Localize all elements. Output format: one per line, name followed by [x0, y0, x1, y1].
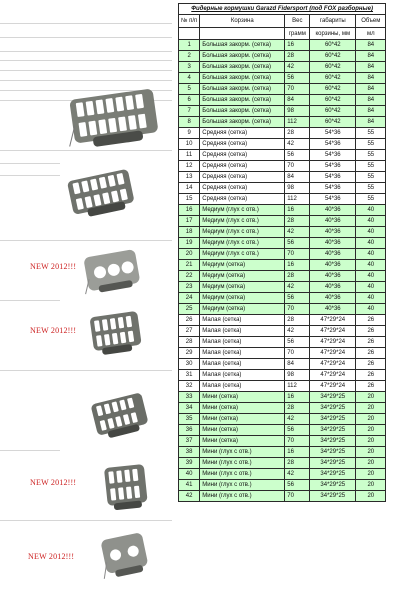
table-row [179, 183, 386, 194]
row-dims-cell: 34*29*25 [310, 447, 356, 458]
table-row [179, 315, 386, 326]
row-dims-cell: 40*36 [310, 216, 356, 227]
row-weight-cell: 112 [285, 194, 310, 205]
table-row [179, 337, 386, 348]
row-num-cell: 18 [179, 227, 200, 238]
row-weight-cell: 42 [285, 62, 310, 73]
row-volume-cell: 40 [356, 271, 386, 282]
row-weight-cell: 70 [285, 84, 310, 95]
divider [0, 240, 172, 241]
row-num-cell: 38 [179, 447, 200, 458]
row-name-cell: Медиум (сетка) [200, 304, 285, 315]
row-weight-cell: 56 [285, 73, 310, 84]
table-row [179, 216, 386, 227]
row-num-cell: 19 [179, 238, 200, 249]
row-dims-cell: 54*36 [310, 161, 356, 172]
row-volume-cell: 26 [356, 359, 386, 370]
row-volume-cell: 84 [356, 117, 386, 128]
row-name-cell: Малая (сетка) [200, 326, 285, 337]
row-volume-cell: 26 [356, 348, 386, 359]
row-volume-cell: 20 [356, 447, 386, 458]
new-2012-label: NEW 2012!!! [28, 552, 75, 561]
row-num-cell: 37 [179, 436, 200, 447]
divider [0, 450, 60, 451]
row-num-cell: 3 [179, 62, 200, 73]
row-name-cell: Средняя (сетка) [200, 161, 285, 172]
table-row [179, 62, 386, 73]
row-name-cell: Средняя (сетка) [200, 194, 285, 205]
row-dims-cell: 60*42 [310, 73, 356, 84]
row-volume-cell: 55 [356, 183, 386, 194]
row-name-cell: Большая закорм. (сетка) [200, 106, 285, 117]
row-name-cell: Большая закорм. (сетка) [200, 51, 285, 62]
row-dims-cell: 40*36 [310, 271, 356, 282]
row-dims-cell: 34*29*25 [310, 491, 356, 502]
row-weight-cell: 42 [285, 282, 310, 293]
row-num-cell: 34 [179, 403, 200, 414]
row-volume-cell: 20 [356, 414, 386, 425]
table-row [179, 392, 386, 403]
row-name-cell: Мини (глух с отв.) [200, 447, 285, 458]
row-volume-cell: 20 [356, 458, 386, 469]
row-num-cell: 28 [179, 337, 200, 348]
row-name-cell: Мини (глух с отв.) [200, 469, 285, 480]
row-weight-cell: 84 [285, 172, 310, 183]
row-weight-cell: 16 [285, 447, 310, 458]
small-mesh-feeder-image [84, 386, 156, 446]
row-volume-cell: 40 [356, 260, 386, 271]
row-name-cell: Мини (глух с отв.) [200, 458, 285, 469]
header-dims: габариты [310, 15, 356, 28]
row-name-cell: Большая закорм. (сетка) [200, 62, 285, 73]
row-name-cell: Мини (сетка) [200, 392, 285, 403]
row-volume-cell: 26 [356, 326, 386, 337]
row-weight-cell: 70 [285, 249, 310, 260]
table-row [179, 84, 386, 95]
row-volume-cell: 20 [356, 436, 386, 447]
divider [0, 300, 60, 301]
table-row [179, 249, 386, 260]
table-row [179, 117, 386, 128]
row-dims-cell: 47*29*24 [310, 315, 356, 326]
row-name-cell: Большая закорм. (сетка) [200, 40, 285, 51]
row-dims-cell: 47*29*24 [310, 348, 356, 359]
table-row [179, 425, 386, 436]
row-volume-cell: 84 [356, 106, 386, 117]
row-num-cell: 1 [179, 40, 200, 51]
header-num-cont [179, 28, 200, 40]
row-num-cell: 15 [179, 194, 200, 205]
row-num-cell: 39 [179, 458, 200, 469]
row-name-cell: Средняя (сетка) [200, 183, 285, 194]
row-num-cell: 9 [179, 128, 200, 139]
row-volume-cell: 26 [356, 337, 386, 348]
row-num-cell: 17 [179, 216, 200, 227]
row-name-cell: Большая закорм. (сетка) [200, 117, 285, 128]
table-row [179, 326, 386, 337]
table-row [179, 403, 386, 414]
row-name-cell: Малая (сетка) [200, 315, 285, 326]
row-dims-cell: 40*36 [310, 205, 356, 216]
divider [0, 70, 172, 71]
row-weight-cell: 42 [285, 469, 310, 480]
row-num-cell: 2 [179, 51, 200, 62]
row-num-cell: 21 [179, 260, 200, 271]
row-dims-cell: 54*36 [310, 183, 356, 194]
row-volume-cell: 84 [356, 95, 386, 106]
row-name-cell: Медиум (глух с отв.) [200, 205, 285, 216]
table-row [179, 150, 386, 161]
header-volume: Объем [356, 15, 386, 28]
row-volume-cell: 84 [356, 62, 386, 73]
table-row [179, 414, 386, 425]
row-name-cell: Малая (сетка) [200, 359, 285, 370]
row-name-cell: Медиум (глух с отв.) [200, 227, 285, 238]
row-weight-cell: 28 [285, 271, 310, 282]
row-name-cell: Средняя (сетка) [200, 128, 285, 139]
row-num-cell: 22 [179, 271, 200, 282]
divider [0, 60, 172, 61]
row-volume-cell: 55 [356, 172, 386, 183]
row-num-cell: 27 [179, 326, 200, 337]
row-dims-cell: 40*36 [310, 293, 356, 304]
row-weight-cell: 98 [285, 106, 310, 117]
table-row [179, 480, 386, 491]
row-dims-cell: 47*29*24 [310, 381, 356, 392]
row-num-cell: 13 [179, 172, 200, 183]
row-num-cell: 23 [179, 282, 200, 293]
row-dims-cell: 54*36 [310, 139, 356, 150]
row-dims-cell: 54*36 [310, 128, 356, 139]
row-name-cell: Мини (глух с отв.) [200, 480, 285, 491]
table-row [179, 304, 386, 315]
row-dims-cell: 34*29*25 [310, 392, 356, 403]
divider [0, 520, 172, 521]
row-volume-cell: 40 [356, 249, 386, 260]
row-name-cell: Медиум (сетка) [200, 282, 285, 293]
row-weight-cell: 28 [285, 216, 310, 227]
medium-mesh-feeder-image [58, 163, 143, 223]
row-dims-cell: 54*36 [310, 172, 356, 183]
row-weight-cell: 42 [285, 326, 310, 337]
row-dims-cell: 54*36 [310, 194, 356, 205]
row-volume-cell: 40 [356, 304, 386, 315]
row-volume-cell: 55 [356, 150, 386, 161]
table-row [179, 227, 386, 238]
row-dims-cell: 40*36 [310, 227, 356, 238]
row-name-cell: Медиум (глух с отв.) [200, 216, 285, 227]
row-num-cell: 40 [179, 469, 200, 480]
row-volume-cell: 20 [356, 480, 386, 491]
row-volume-cell: 20 [356, 425, 386, 436]
table-row [179, 491, 386, 502]
row-name-cell: Медиум (сетка) [200, 260, 285, 271]
row-volume-cell: 26 [356, 370, 386, 381]
row-dims-cell: 40*36 [310, 304, 356, 315]
feeder-spec-table [178, 3, 386, 502]
row-dims-cell: 34*29*25 [310, 458, 356, 469]
row-weight-cell: 42 [285, 139, 310, 150]
row-num-cell: 6 [179, 95, 200, 106]
table-row [179, 436, 386, 447]
row-dims-cell: 34*29*25 [310, 425, 356, 436]
table-row [179, 348, 386, 359]
row-name-cell: Малая (сетка) [200, 348, 285, 359]
table-row [179, 139, 386, 150]
table-row [179, 40, 386, 51]
row-weight-cell: 56 [285, 150, 310, 161]
row-name-cell: Большая закорм. (сетка) [200, 73, 285, 84]
row-weight-cell: 28 [285, 403, 310, 414]
row-num-cell: 24 [179, 293, 200, 304]
new-2012-label: NEW 2012!!! [30, 478, 77, 487]
divider [0, 37, 172, 38]
row-dims-cell: 47*29*24 [310, 359, 356, 370]
divider [0, 370, 172, 371]
row-name-cell: Медиум (сетка) [200, 293, 285, 304]
row-dims-cell: 34*29*25 [310, 414, 356, 425]
row-weight-cell: 16 [285, 205, 310, 216]
row-dims-cell: 47*29*24 [310, 326, 356, 337]
row-weight-cell: 56 [285, 238, 310, 249]
row-weight-cell: 70 [285, 436, 310, 447]
row-num-cell: 33 [179, 392, 200, 403]
divider [0, 23, 172, 24]
row-dims-cell: 54*36 [310, 150, 356, 161]
row-volume-cell: 84 [356, 73, 386, 84]
row-num-cell: 30 [179, 359, 200, 370]
row-num-cell: 32 [179, 381, 200, 392]
header-num: № п/п [179, 15, 200, 28]
row-dims-cell: 60*42 [310, 84, 356, 95]
row-num-cell: 41 [179, 480, 200, 491]
row-volume-cell: 40 [356, 293, 386, 304]
table-row [179, 73, 386, 84]
new-2012-label: NEW 2012!!! [30, 262, 77, 271]
table-row [179, 238, 386, 249]
table-title: Фидерные кормушки Garazd Fidersport (под FOX разборные) [179, 4, 386, 15]
table-row [179, 51, 386, 62]
row-volume-cell: 84 [356, 51, 386, 62]
row-volume-cell: 55 [356, 194, 386, 205]
table-row [179, 447, 386, 458]
row-volume-cell: 55 [356, 139, 386, 150]
row-name-cell: Большая закорм. (сетка) [200, 84, 285, 95]
row-volume-cell: 40 [356, 282, 386, 293]
table-row [179, 106, 386, 117]
row-weight-cell: 16 [285, 392, 310, 403]
row-name-cell: Мини (сетка) [200, 425, 285, 436]
row-weight-cell: 42 [285, 414, 310, 425]
row-volume-cell: 20 [356, 491, 386, 502]
row-name-cell: Мини (сетка) [200, 436, 285, 447]
row-dims-cell: 60*42 [310, 106, 356, 117]
row-volume-cell: 55 [356, 161, 386, 172]
divider [0, 175, 60, 176]
row-name-cell: Мини (сетка) [200, 414, 285, 425]
row-dims-cell: 60*42 [310, 117, 356, 128]
row-num-cell: 36 [179, 425, 200, 436]
table-row [179, 260, 386, 271]
medium-mesh-feeder-small-image [84, 306, 148, 362]
table-row [179, 172, 386, 183]
table-row [179, 458, 386, 469]
row-volume-cell: 55 [356, 128, 386, 139]
row-dims-cell: 60*42 [310, 51, 356, 62]
table-row [179, 161, 386, 172]
row-num-cell: 4 [179, 73, 200, 84]
row-weight-cell: 98 [285, 183, 310, 194]
row-dims-cell: 34*29*25 [310, 469, 356, 480]
row-volume-cell: 20 [356, 403, 386, 414]
row-num-cell: 11 [179, 150, 200, 161]
row-num-cell: 7 [179, 106, 200, 117]
row-dims-cell: 47*29*24 [310, 370, 356, 381]
row-weight-cell: 112 [285, 117, 310, 128]
table-row [179, 469, 386, 480]
row-weight-cell: 56 [285, 480, 310, 491]
header-dims-unit: корзины, мм [310, 28, 356, 40]
row-volume-cell: 40 [356, 216, 386, 227]
table-row [179, 381, 386, 392]
row-volume-cell: 84 [356, 84, 386, 95]
header-name: Корзина [200, 15, 285, 28]
row-volume-cell: 20 [356, 469, 386, 480]
table-row [179, 293, 386, 304]
row-name-cell: Мини (глух с отв.) [200, 491, 285, 502]
row-weight-cell: 56 [285, 425, 310, 436]
table-row [179, 95, 386, 106]
table-row [179, 194, 386, 205]
row-volume-cell: 40 [356, 227, 386, 238]
table-row [179, 205, 386, 216]
row-weight-cell: 28 [285, 51, 310, 62]
row-num-cell: 20 [179, 249, 200, 260]
row-weight-cell: 70 [285, 491, 310, 502]
row-name-cell: Большая закорм. (сетка) [200, 95, 285, 106]
header-name-cont [200, 28, 285, 40]
row-volume-cell: 20 [356, 392, 386, 403]
row-num-cell: 8 [179, 117, 200, 128]
row-dims-cell: 40*36 [310, 260, 356, 271]
row-dims-cell: 60*42 [310, 40, 356, 51]
row-weight-cell: 16 [285, 260, 310, 271]
row-weight-cell: 56 [285, 293, 310, 304]
row-num-cell: 10 [179, 139, 200, 150]
row-weight-cell: 112 [285, 381, 310, 392]
medium-solid-holes-feeder-image [78, 245, 148, 297]
row-volume-cell: 26 [356, 381, 386, 392]
table-row [179, 359, 386, 370]
header-weight-unit: грамм [285, 28, 310, 40]
row-weight-cell: 16 [285, 40, 310, 51]
row-dims-cell: 34*29*25 [310, 436, 356, 447]
divider [0, 163, 60, 164]
table-row [179, 128, 386, 139]
table-row [179, 370, 386, 381]
row-name-cell: Средняя (сетка) [200, 172, 285, 183]
row-dims-cell: 60*42 [310, 62, 356, 73]
row-volume-cell: 26 [356, 315, 386, 326]
row-num-cell: 12 [179, 161, 200, 172]
mini-solid-holes-feeder-image [96, 528, 154, 584]
row-num-cell: 42 [179, 491, 200, 502]
row-weight-cell: 70 [285, 304, 310, 315]
row-dims-cell: 34*29*25 [310, 480, 356, 491]
large-mesh-feeder-image [60, 80, 168, 155]
row-weight-cell: 28 [285, 315, 310, 326]
header-weight: Вес [285, 15, 310, 28]
row-name-cell: Малая (сетка) [200, 381, 285, 392]
table-row [179, 271, 386, 282]
row-weight-cell: 84 [285, 359, 310, 370]
row-name-cell: Медиум (глух с отв.) [200, 249, 285, 260]
row-weight-cell: 84 [285, 95, 310, 106]
row-num-cell: 31 [179, 370, 200, 381]
row-num-cell: 16 [179, 205, 200, 216]
row-num-cell: 35 [179, 414, 200, 425]
row-dims-cell: 40*36 [310, 238, 356, 249]
row-weight-cell: 42 [285, 227, 310, 238]
row-weight-cell: 56 [285, 337, 310, 348]
row-name-cell: Малая (сетка) [200, 370, 285, 381]
row-dims-cell: 47*29*24 [310, 337, 356, 348]
row-dims-cell: 60*42 [310, 95, 356, 106]
row-num-cell: 14 [179, 183, 200, 194]
row-weight-cell: 98 [285, 370, 310, 381]
header-volume-unit: мл [356, 28, 386, 40]
row-volume-cell: 40 [356, 205, 386, 216]
row-volume-cell: 40 [356, 238, 386, 249]
row-num-cell: 25 [179, 304, 200, 315]
row-weight-cell: 70 [285, 161, 310, 172]
mini-mesh-feeder-image [98, 458, 154, 516]
row-weight-cell: 70 [285, 348, 310, 359]
row-volume-cell: 84 [356, 40, 386, 51]
row-name-cell: Мини (сетка) [200, 403, 285, 414]
row-dims-cell: 40*36 [310, 282, 356, 293]
divider [0, 51, 172, 52]
new-2012-label: NEW 2012!!! [30, 326, 77, 335]
table-row [179, 282, 386, 293]
row-weight-cell: 28 [285, 458, 310, 469]
row-name-cell: Медиум (сетка) [200, 271, 285, 282]
row-num-cell: 26 [179, 315, 200, 326]
row-dims-cell: 40*36 [310, 249, 356, 260]
row-num-cell: 5 [179, 84, 200, 95]
row-name-cell: Малая (сетка) [200, 337, 285, 348]
row-weight-cell: 28 [285, 128, 310, 139]
row-dims-cell: 34*29*25 [310, 403, 356, 414]
row-name-cell: Средняя (сетка) [200, 139, 285, 150]
row-num-cell: 29 [179, 348, 200, 359]
row-name-cell: Средняя (сетка) [200, 150, 285, 161]
row-name-cell: Медиум (глух с отв.) [200, 238, 285, 249]
